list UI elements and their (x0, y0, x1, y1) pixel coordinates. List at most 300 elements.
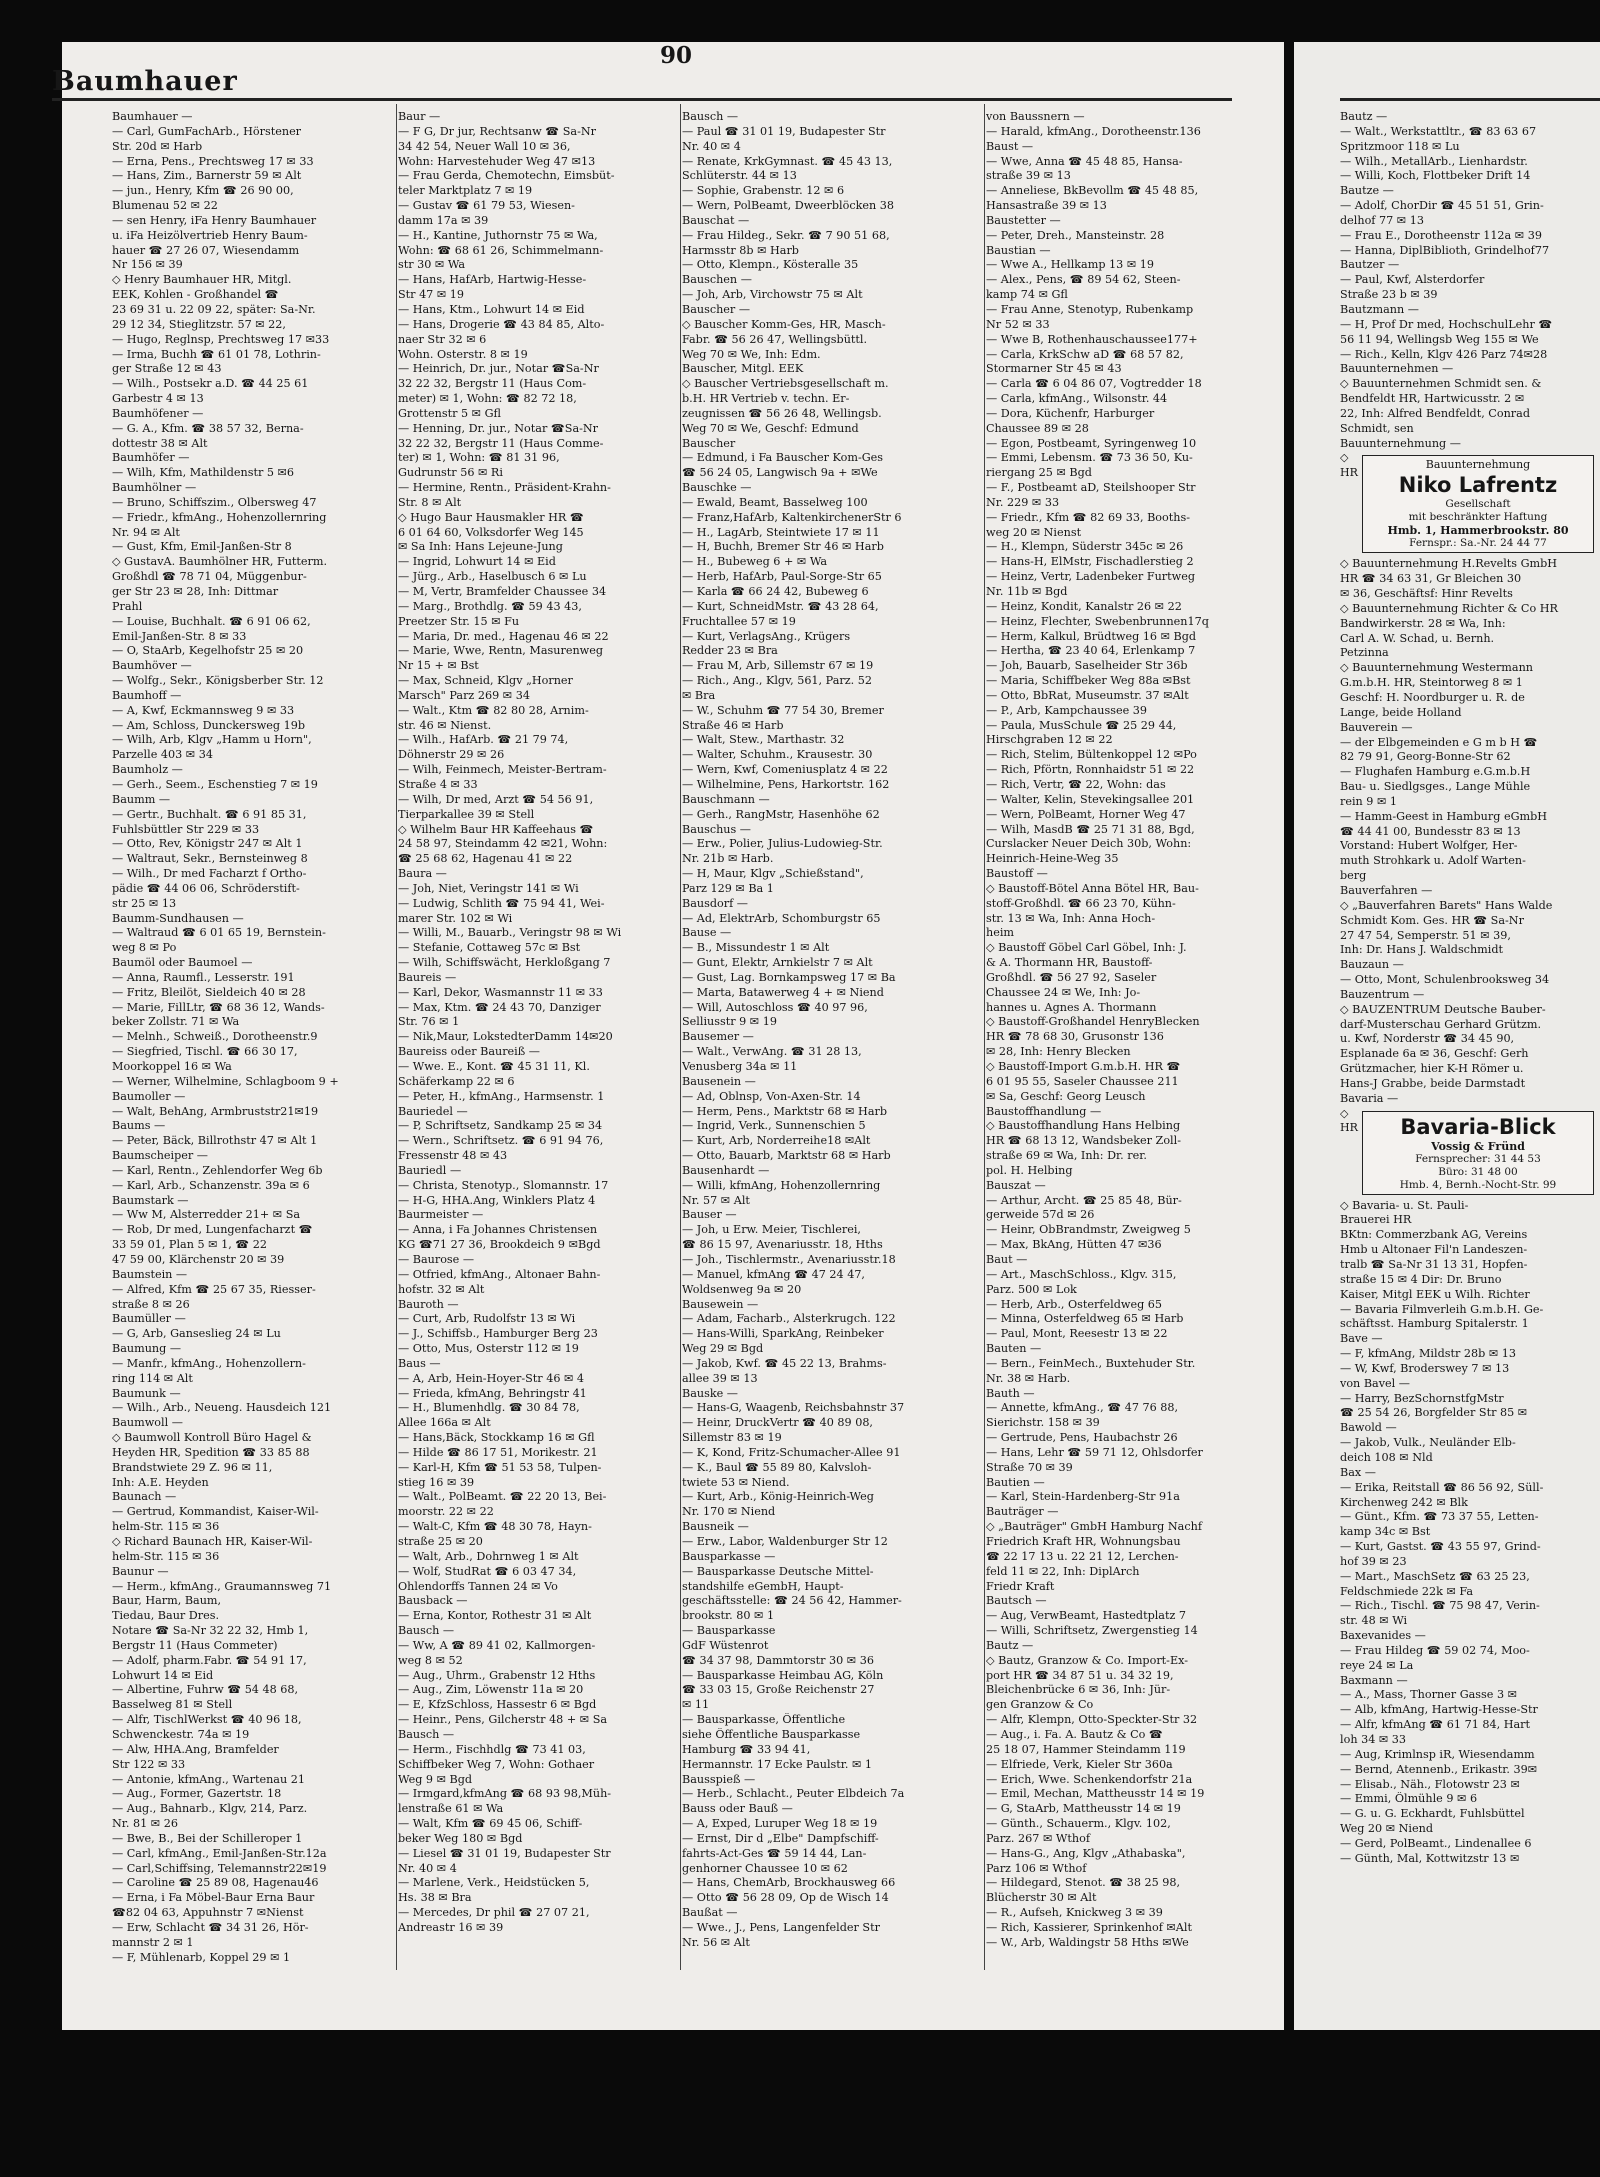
directory-entry: — Fritz, Bleilöt, Sieldeich 40 ✉ 28 (112, 985, 306, 999)
ad-company-name: Niko Lafrentz (1398, 473, 1558, 498)
directory-entry: — Wilh., HafArb. ☎ 21 79 74, (398, 733, 569, 747)
directory-entry: Bauträger — (986, 1505, 1059, 1519)
directory-entry: ✉ Bra (682, 688, 716, 702)
directory-entry: — Otto ☎ 56 28 09, Op de Wisch 14 (682, 1891, 889, 1905)
directory-entry: — Manuel, kfmAng ☎ 47 24 47, (682, 1267, 865, 1281)
directory-entry: Bautz — (986, 1638, 1034, 1652)
directory-entry: — Otto, Bauarb, Marktstr 68 ✉ Harb (682, 1149, 891, 1163)
directory-entry: Fuhlsbüttler Str 229 ✉ 33 (112, 822, 260, 836)
directory-entry: — Walt, Kfm ☎ 69 45 06, Schiff- (398, 1817, 583, 1831)
directory-entry: Preetzer Str. 15 ✉ Fu (398, 614, 520, 628)
directory-entry: — Heinz, Flechter, Swebenbrunnen17q (986, 614, 1209, 628)
directory-entry: — Albertine, Fuhrw ☎ 54 48 68, (112, 1683, 299, 1697)
directory-entry: — Alex., Pens, ☎ 89 54 62, Steen- (986, 273, 1181, 287)
directory-entry: Emil-Janßen-Str. 8 ✉ 33 (112, 629, 247, 643)
directory-entry: — Werner, Wilhelmine, Schlagboom 9 + (112, 1074, 339, 1088)
directory-entry: Bau- u. Siedlgsges., Lange Mühle (1340, 780, 1531, 794)
directory-entry: pädie ☎ 44 06 06, Schröderstift- (112, 881, 300, 895)
directory-entry: Nr. 81 ✉ 26 (112, 1817, 178, 1831)
directory-entry: — Frau Anne, Stenotyp, Rubenkamp (986, 302, 1194, 316)
directory-entry: — Bern., FeinMech., Buxtehuder Str. (986, 1356, 1196, 1370)
directory-column-5 (1340, 110, 1598, 1970)
directory-entry: Bauske — (682, 1386, 738, 1400)
directory-entry: von Bavel — (1340, 1376, 1410, 1390)
directory-entry: — Joh, Bauarb, Saselheider Str 36b (986, 659, 1188, 673)
directory-entry: Spritzmoor 118 ✉ Lu (1340, 139, 1460, 153)
directory-entry: — R., Aufseh, Knickweg 3 ✉ 39 (986, 1906, 1163, 1920)
directory-entry: — Peter, H., kfmAng., Harmsenstr. 1 (398, 1089, 605, 1103)
directory-entry: Curslacker Neuer Deich 30b, Wohn: (986, 837, 1192, 851)
directory-entry: — G. u. G. Eckhardt, Fuhlsbüttel (1340, 1807, 1525, 1821)
directory-entry: — Aug., Zim, Löwenstr 11a ✉ 20 (398, 1683, 584, 1697)
directory-entry: — Aug., Uhrm., Grabenstr 12 Hths (398, 1668, 596, 1682)
directory-entry: Bauszat — (986, 1178, 1046, 1192)
directory-entry: — Willi, M., Bauarb., Veringstr 98 ✉ Wi (398, 926, 622, 940)
directory-entry: — Bausparkasse Heimbau AG, Köln (682, 1668, 884, 1682)
directory-entry: — Gerh., RangMstr, Hasenhöhe 62 (682, 807, 880, 821)
directory-entry: — Anneliese, BkBevollm ☎ 45 48 85, (986, 184, 1199, 198)
directory-entry: — Heinr, DruckVertr ☎ 40 89 08, (682, 1416, 873, 1430)
directory-entry: — Joh, Niet, Veringstr 141 ✉ Wi (398, 881, 579, 895)
directory-entry: Baumüller — (112, 1312, 186, 1326)
directory-entry: Woldsenweg 9a ✉ 20 (682, 1282, 802, 1296)
directory-entry: Andreastr 16 ✉ 39 (398, 1920, 504, 1934)
directory-entry: straße 15 ✉ 4 Dir: Dr. Bruno (1340, 1272, 1502, 1286)
directory-entry: — jun., Henry, Kfm ☎ 26 90 00, (112, 184, 294, 198)
directory-entry: Baxevanides — (1340, 1629, 1426, 1643)
directory-entry: Nr. 21b ✉ Harb. (682, 852, 774, 866)
directory-entry: — Peter, Dreh., Mansteinstr. 28 (986, 228, 1165, 242)
directory-entry: Döhnerstr 29 ✉ 26 (398, 748, 505, 762)
directory-entry: Bausewein — (682, 1297, 759, 1311)
directory-entry: Bausch — (398, 1727, 455, 1741)
directory-entry: Bauscher (682, 436, 736, 450)
directory-entry: Bendfeldt HR, Hartwicusstr. 2 ✉ (1340, 392, 1525, 406)
directory-entry: — Franz,HafArb, KaltenkirchenerStr 6 (682, 510, 902, 524)
directory-entry: — Edmund, i Fa Bauscher Kom-Ges (682, 451, 884, 465)
directory-entry: Bergstr 11 (Haus Commeter) (112, 1638, 278, 1652)
directory-entry: Bautze — (1340, 184, 1394, 198)
directory-entry: Bauschus — (682, 822, 751, 836)
directory-entry: — Marg., Brothdlg. ☎ 59 43 43, (398, 599, 582, 613)
directory-entry: — B., Missundestr 1 ✉ Alt (682, 941, 830, 955)
directory-entry: Baustoffhandlung — (986, 1104, 1102, 1118)
directory-entry: & A. Thormann HR, Baustoff- (986, 956, 1153, 970)
directory-entry: Heyden HR, Spedition ☎ 33 85 88 (112, 1445, 310, 1459)
directory-entry: — Ernst, Dir d „Elbe" Dampfschiff- (682, 1831, 879, 1845)
directory-entry: — Wilh, Kfm, Mathildenstr 5 ✉6 (112, 466, 295, 480)
directory-entry: Bauverfahren — (1340, 883, 1433, 897)
directory-entry: GdF Wüstenrot (682, 1638, 769, 1652)
directory-entry: — A, Kwf, Eckmannsweg 9 ✉ 33 (112, 703, 295, 717)
directory-entry: darf-Musterschau Gerhard Grützm. (1340, 1017, 1542, 1031)
directory-entry: — Bavaria Filmverleih G.m.b.H. Ge- (1340, 1302, 1544, 1316)
directory-entry: — Wilh, MasdB ☎ 25 71 31 88, Bgd, (986, 822, 1195, 836)
directory-entry: — Max, Schneid, Klgv „Horner (398, 674, 573, 688)
directory-entry: — Hans, Ktm., Lohwurt 14 ✉ Eid (398, 302, 585, 316)
directory-entry: Grützmacher, hier K-H Römer u. (1340, 1062, 1524, 1076)
directory-entry: — Carla, KrkSchw aD ☎ 68 57 82, (986, 347, 1184, 361)
directory-entry: — Harry, BezSchornstfgMstr (1340, 1391, 1504, 1405)
directory-entry: — Heinr, ObBrandmstr, Zweigweg 5 (986, 1223, 1191, 1237)
directory-entry: — Wwe B, Rothenhauschaussee177+ (986, 332, 1198, 346)
directory-entry: kamp 34c ✉ Bst (1340, 1525, 1431, 1539)
directory-entry: — Walt-C, Kfm ☎ 48 30 78, Hayn- (398, 1520, 592, 1534)
directory-entry: 24 58 97, Steindamm 42 ✉21, Wohn: (398, 837, 608, 851)
directory-entry: Bautien — (986, 1475, 1045, 1489)
directory-entry: — Karl, Dekor, Wasmannstr 11 ✉ 33 (398, 985, 603, 999)
directory-entry: Moorkoppel 16 ✉ Wa (112, 1060, 232, 1073)
directory-entry: — H, Maur, Klgv „Schießstand", (682, 867, 864, 881)
directory-entry: — Otto, BbRat, Museumstr. 37 ✉Alt (986, 688, 1189, 702)
directory-entry: Wohn. Osterstr. 8 ✉ 19 (398, 347, 528, 361)
directory-entry: — H-G, HHA.Ang, Winklers Platz 4 (398, 1193, 596, 1207)
directory-entry: ◇ Bauunternehmung H.Revelts GmbH (1340, 557, 1558, 571)
directory-entry: — Walt., VerwAng. ☎ 31 28 13, (682, 1045, 862, 1059)
directory-entry: — Bwe, B., Bei der Schilleroper 1 (112, 1831, 303, 1845)
directory-entry: meter) ✉ 1, Wohn: ☎ 82 72 18, (398, 392, 577, 406)
ad-label: Bauunternehmung (1425, 458, 1531, 472)
directory-entry: Schlüterstr. 44 ✉ 13 (682, 169, 797, 183)
directory-entry: — Waltraut, Sekr., Bernsteinweg 8 (112, 852, 308, 866)
directory-entry: stieg 16 ✉ 39 (398, 1475, 475, 1489)
directory-entry: Fabr. ☎ 56 26 47, Wellingsbüttl. (682, 332, 868, 346)
directory-entry: weg 8 ✉ 52 (398, 1653, 463, 1667)
directory-entry: schäftsst. Hamburg Spitalerstr. 1 (1340, 1317, 1529, 1331)
directory-entry: ◇ „Bauverfahren Barets" Hans Walde (1340, 898, 1553, 912)
directory-entry: Parz. 500 ✉ Lok (986, 1282, 1077, 1296)
directory-entry: Großhdl ☎ 78 71 04, Müggenbur- (112, 570, 307, 584)
directory-entry: Baumoller — (112, 1089, 186, 1103)
directory-entry: — A., Mass, Thorner Gasse 3 ✉ (1340, 1688, 1518, 1702)
ad-company-name: Bavaria-Blick (1400, 1114, 1556, 1139)
directory-entry: ◇ Baustoff-Import G.m.b.H. HR ☎ (986, 1060, 1181, 1073)
directory-entry: — H., Blumenhdlg. ☎ 30 84 78, (398, 1401, 580, 1415)
directory-entry: Nr. 170 ✉ Niend (682, 1505, 776, 1519)
directory-entry: — G. A., Kfm. ☎ 38 57 32, Berna- (112, 421, 304, 435)
directory-entry: mannstr 2 ✉ 1 (112, 1935, 194, 1949)
directory-entry: Redder 23 ✉ Bra (682, 644, 778, 658)
directory-entry: — Mercedes, Dr phil ☎ 27 07 21, (398, 1906, 590, 1920)
directory-entry: str. 48 ✉ Wi (1340, 1614, 1408, 1628)
directory-entry: — Max, BkAng, Hütten 47 ✉36 (986, 1238, 1162, 1252)
directory-entry: — Sophie, Grabenstr. 12 ✉ 6 (682, 184, 845, 198)
directory-entry: — Wilh, Arb, Klgv „Hamm u Horn", (112, 733, 312, 747)
directory-entry: — Herb, HafArb, Paul-Sorge-Str 65 (682, 570, 882, 584)
directory-entry: — Siegfried, Tischl. ☎ 66 30 17, (112, 1045, 298, 1059)
directory-entry: Lohwurt 14 ✉ Eid (112, 1668, 214, 1682)
directory-entry: Bauunternehmen — (1340, 362, 1454, 376)
directory-entry: — Elfriede, Verk, Kieler Str 360a (986, 1757, 1173, 1771)
directory-entry: — Otto, Klempn., Kösteralle 35 (682, 258, 859, 272)
directory-entry: gerweide 57d ✉ 26 (986, 1208, 1095, 1222)
directory-entry: Baumscheiper — (112, 1149, 208, 1163)
directory-entry: — Marta, Batawerweg 4 + ✉ Niend (682, 985, 884, 999)
directory-entry: Geschf: H. Noordburger u. R. de (1340, 691, 1525, 704)
directory-entry: straße 39 ✉ 13 (986, 169, 1071, 183)
directory-entry: — Otto, Mont, Schulenbrooksweg 34 (1340, 973, 1550, 987)
directory-entry: — Max, Ktm. ☎ 24 43 70, Danziger (398, 1000, 601, 1014)
directory-entry: Selliusstr 9 ✉ 19 (682, 1015, 777, 1029)
directory-entry: — W., Arb, Waldingstr 58 Hths ✉We (986, 1935, 1189, 1949)
directory-entry: ✉ 36, Geschäftsf: Hinr Revelts (1340, 587, 1513, 601)
directory-entry: 32 22 32, Bergstr 11 (Haus Com- (398, 377, 587, 391)
directory-entry: — Walt, BehAng, Armbruststr21✉19 (112, 1104, 319, 1118)
directory-entry: Fruchtallee 57 ✉ 19 (682, 614, 796, 628)
directory-entry: — Karl, Stein-Hardenberg-Str 91a (986, 1490, 1180, 1504)
column-divider (984, 104, 985, 1970)
directory-entry: — Carl,Schiffsing, Telemannstr22✉19 (112, 1861, 327, 1875)
directory-entry: — Irmgard,kfmAng ☎ 68 93 98,Müh- (398, 1787, 612, 1801)
directory-entry: — Alfr, TischlWerkst ☎ 40 96 18, (112, 1713, 302, 1727)
directory-entry: Bave — (1340, 1332, 1383, 1346)
directory-entry: ring 114 ✉ Alt (112, 1371, 193, 1385)
directory-entry: — Paula, MusSchule ☎ 25 29 44, (986, 718, 1177, 732)
directory-entry: helm-Str. 115 ✉ 36 (112, 1549, 220, 1563)
directory-entry: — Gust, Kfm, Emil-Janßen-Str 8 (112, 540, 292, 554)
page-number: 90 (660, 42, 693, 69)
directory-entry: Bauriedl — (398, 1163, 462, 1177)
directory-entry: reye 24 ✉ La (1340, 1658, 1414, 1672)
directory-entry: — Herm, Pens., Marktstr 68 ✉ Harb (682, 1104, 887, 1118)
directory-entry: Baumstein — (112, 1267, 188, 1281)
directory-entry: — Frau Gerda, Chemotechn, Eimsbüt- (398, 169, 615, 183)
directory-entry: — Joh, Arb, Virchowstr 75 ✉ Alt (682, 288, 863, 302)
directory-entry: — Günt., Kfm. ☎ 73 37 55, Letten- (1340, 1510, 1539, 1524)
directory-entry: — Wern, PolBeamt, Dweerblöcken 38 (682, 199, 895, 213)
directory-entry: — Walt, Stew., Marthastr. 32 (682, 733, 845, 747)
directory-entry: Nr. 57 ✉ Alt (682, 1193, 750, 1207)
directory-entry: hofstr. 32 ✉ Alt (398, 1282, 485, 1296)
directory-entry: ✉ Sa Inh: Hans Lejeune-Jung (398, 540, 563, 554)
directory-entry: — Frau M, Arb, Sillemstr 67 ✉ 19 (682, 659, 874, 673)
directory-entry: 47 59 00, Klärchenstr 20 ✉ 39 (112, 1252, 285, 1266)
directory-entry: delhof 77 ✉ 13 (1340, 213, 1424, 227)
directory-entry: — Hans,Bäck, Stockkamp 16 ✉ Gfl (398, 1431, 595, 1445)
directory-entry: — Art., MaschSchloss., Klgv. 315, (986, 1267, 1177, 1281)
directory-entry: Vorstand: Hubert Wolfger, Her- (1340, 839, 1518, 853)
directory-entry: Großhdl. ☎ 56 27 92, Saseler (986, 970, 1157, 984)
directory-entry: Harmsstr 8b ✉ Harb (682, 243, 799, 257)
directory-entry: Baus — (398, 1356, 441, 1370)
directory-entry: b.H. HR Vertrieb v. techn. Er- (682, 392, 850, 406)
directory-entry: — Wwe A., Hellkamp 13 ✉ 19 (986, 258, 1155, 272)
directory-entry: — Paul, Kwf, Alsterdorfer (1340, 273, 1485, 287)
directory-entry: — Walt., PolBeamt. ☎ 22 20 13, Bei- (398, 1490, 607, 1504)
directory-entry: — Wilh, Feinmech, Meister-Bertram- (398, 763, 607, 777)
directory-entry: — Herm, Kalkul, Brüdtweg 16 ✉ Bgd (986, 629, 1197, 643)
directory-entry: Bauss oder Bauß — (682, 1802, 793, 1816)
header-rule (52, 98, 1232, 101)
directory-entry: Hans-J Grabbe, beide Darmstadt (1340, 1076, 1526, 1090)
directory-entry: naer Str 32 ✉ 6 (398, 332, 487, 346)
directory-entry: G.m.b.H. HR, Steintorweg 8 ✉ 1 (1340, 676, 1523, 690)
directory-entry: — Erich, Wwe. Schenkendorfstr 21a (986, 1772, 1193, 1786)
directory-entry: — Wilhelmine, Pens, Harkortstr. 162 (682, 777, 890, 791)
directory-entry: Parz. 267 ✉ Wthof (986, 1831, 1090, 1845)
directory-entry: riergang 25 ✉ Bgd (986, 466, 1092, 480)
ad-line: Vossig & Fründ (1431, 1139, 1525, 1153)
directory-entry: Feldschmiede 22k ✉ Fa (1340, 1584, 1474, 1598)
directory-entry: Weg 70 ✉ We, Inh: Edm. (682, 347, 821, 361)
directory-entry: Hamburg ☎ 33 94 41, (682, 1742, 811, 1756)
directory-entry: — K, Kond, Fritz-Schumacher-Allee 91 (682, 1445, 901, 1459)
ad-line: Gesellschaft (1445, 498, 1511, 511)
directory-entry: — Paul ☎ 31 01 19, Budapester Str (682, 124, 886, 138)
directory-entry: — A, Arb, Hein-Hoyer-Str 46 ✉ 4 (398, 1371, 585, 1385)
directory-entry: — Anna, Raumfl., Lesserstr. 191 (112, 970, 295, 984)
directory-entry: Marsch" Parz 269 ✉ 34 (398, 688, 530, 702)
directory-entry: ◇ Bauscher Komm-Ges, HR, Masch- (682, 317, 886, 331)
directory-entry: — Bausparkasse (682, 1624, 776, 1638)
directory-entry: — Am, Schloss, Dunckersweg 19b (112, 718, 306, 732)
directory-entry: — Wwe. E., Kont. ☎ 45 31 11, Kl. (398, 1060, 590, 1073)
directory-entry: 32 22 32, Bergstr 11 (Haus Comme- (398, 436, 604, 450)
directory-entry: Bautzer — (1340, 258, 1400, 272)
directory-entry: pol. H. Helbing (986, 1163, 1073, 1177)
directory-entry: Baumwoll — (112, 1416, 183, 1430)
directory-entry: — Ingrid, Verk., Sunnenschien 5 (682, 1119, 866, 1133)
directory-entry: — Joh, u Erw. Meier, Tischlerei, (682, 1223, 861, 1237)
directory-entry: — Melnh., Schweiß., Dorotheenstr.9 (112, 1030, 318, 1044)
directory-entry: Bavaria — (1340, 1091, 1399, 1105)
directory-entry: Nr. 40 ✉ 4 (398, 1861, 457, 1875)
directory-entry: Schmidt, sen (1340, 421, 1414, 435)
directory-entry: — Hans-H, ElMstr, Fischadlerstieg 2 (986, 555, 1194, 569)
directory-entry: — Bernd, Atennenb., Erikastr. 39✉ (1340, 1762, 1538, 1776)
directory-entry: — H., Klempn, Süderstr 345c ✉ 26 (986, 540, 1184, 554)
directory-entry: — Karl-H, Kfm ☎ 51 53 58, Tulpen- (398, 1460, 602, 1474)
directory-entry: — Erna, Pens., Prechtsweg 17 ✉ 33 (112, 154, 314, 168)
directory-entry: Baut — (986, 1252, 1028, 1266)
directory-entry: Notare ☎ Sa-Nr 32 22 32, Hmb 1, (112, 1624, 309, 1638)
directory-entry: — Aug., Former, Gazertstr. 18 (112, 1787, 282, 1801)
directory-entry: str. 46 ✉ Nienst. (398, 718, 492, 732)
directory-entry: Bauzentrum — (1340, 987, 1425, 1001)
directory-entry: Bautz — (1340, 110, 1388, 123)
directory-entry: straße 25 ✉ 20 (398, 1535, 483, 1548)
directory-entry: — Hamm-Geest in Hamburg eGmbH (1340, 809, 1548, 823)
directory-entry: — Wilh., Dr med Facharzt f Ortho- (112, 867, 307, 881)
directory-entry: — Wwe., J., Pens, Langenfelder Str (682, 1920, 880, 1934)
directory-entry: — G, Arb, Ganseslieg 24 ✉ Lu (112, 1327, 281, 1341)
column-divider (680, 104, 681, 1970)
directory-entry: — Ww, A ☎ 89 41 02, Kallmorgen- (398, 1638, 596, 1652)
directory-entry: Kirchenweg 242 ✉ Blk (1340, 1495, 1468, 1509)
directory-entry: — Carla ☎ 6 04 86 07, Vogtredder 18 (986, 377, 1202, 391)
directory-entry: Baur, Harm, Baum, (112, 1594, 222, 1608)
directory-entry: — Alfred, Kfm ☎ 25 67 35, Riesser- (112, 1282, 316, 1296)
directory-entry: — Peter, Bäck, Billrothstr 47 ✉ Alt 1 (112, 1134, 318, 1148)
directory-entry: — Erika, Reitstall ☎ 86 56 92, Süll- (1340, 1480, 1544, 1494)
directory-entry: Bautsch — (986, 1594, 1047, 1608)
directory-entry: — Alb, kfmAng, Hartwig-Hesse-Str (1340, 1703, 1538, 1717)
directory-entry: — W, Kwf, Broderswey 7 ✉ 13 (1340, 1361, 1510, 1375)
ad-phone: Fernsprecher: 31 44 53 (1415, 1152, 1541, 1165)
directory-entry: — Walt., Ktm ☎ 82 80 28, Arnim- (398, 703, 589, 717)
directory-column-4 (986, 110, 1270, 1970)
directory-entry: hannes u. Agnes A. Thormann (986, 1000, 1157, 1014)
directory-entry: — Emmi, Ölmühle 9 ✉ 6 (1340, 1792, 1478, 1806)
directory-entry: Parzelle 403 ✉ 34 (112, 748, 213, 762)
directory-entry: Baureis — (398, 970, 457, 984)
ad-tag: ◇ HR (1340, 451, 1358, 480)
directory-entry: Venusberg 34a ✉ 11 (682, 1060, 798, 1073)
directory-entry: ☎ 25 54 26, Borgfelder Str 85 ✉ (1340, 1406, 1528, 1420)
directory-entry: Bausspieß — (682, 1772, 756, 1786)
directory-entry: — Louise, Buchhalt. ☎ 6 91 06 62, (112, 614, 311, 628)
ad-line: mit beschränkter Haftung (1408, 511, 1548, 524)
directory-entry: damm 17a ✉ 39 (398, 213, 489, 227)
directory-entry: lenstraße 61 ✉ Wa (398, 1802, 504, 1816)
directory-entry: — K., Baul ☎ 55 89 80, Kalvsloh- (682, 1460, 872, 1474)
directory-entry: — Frau E., Dorotheenstr 112a ✉ 39 (1340, 228, 1542, 242)
directory-entry: Wohn: ☎ 68 61 26, Schimmelmann- (398, 243, 604, 257)
directory-entry: — F., Postbeamt aD, Steilshooper Str (986, 481, 1196, 495)
directory-entry: — E, KfzSchloss, Hassestr 6 ✉ Bgd (398, 1698, 597, 1712)
directory-entry: Wohn: Harvestehuder Weg 47 ✉13 (398, 154, 596, 168)
directory-entry: — Aug., i. Fa. A. Bautz & Co ☎ (986, 1727, 1163, 1741)
directory-entry: Schäferkamp 22 ✉ 6 (398, 1074, 515, 1088)
directory-entry: — H, Prof Dr med, HochschulLehr ☎ (1340, 317, 1553, 331)
directory-entry: Bax — (1340, 1465, 1376, 1479)
directory-entry: — Kurt, Gastst. ☎ 43 55 97, Grind- (1340, 1540, 1541, 1554)
directory-entry: — Hans, HafArb, Hartwig-Hesse- (398, 273, 587, 287)
directory-entry: — Herb., Schlacht., Peuter Elbdeich 7a (682, 1787, 905, 1801)
directory-entry: — Emil, Mechan, Mattheusstr 14 ✉ 19 (986, 1787, 1205, 1801)
directory-entry: — Alw, HHA.Ang, Bramfelder (112, 1742, 279, 1756)
directory-entry: — Karl, Arb., Schanzenstr. 39a ✉ 6 (112, 1178, 310, 1192)
directory-entry: — Wern, Kwf, Comeniusplatz 4 ✉ 22 (682, 763, 888, 777)
directory-entry: Baumm — (112, 792, 171, 806)
directory-entry: — Karl, Rentn., Zehlendorfer Weg 6b (112, 1163, 323, 1177)
directory-entry: — F G, Dr jur, Rechtsanw ☎ Sa-Nr (398, 124, 596, 138)
directory-entry: — Erna, i Fa Möbel-Baur Erna Baur (112, 1891, 315, 1905)
directory-entry: Nr. 38 ✉ Harb. (986, 1371, 1071, 1385)
directory-entry: Bauzaun — (1340, 958, 1404, 972)
directory-entry: — H., Bubeweg 6 + ✉ Wa (682, 555, 828, 569)
directory-entry: ☎ 44 41 00, Bundesstr 83 ✉ 13 (1340, 824, 1521, 838)
directory-entry: — Heinr., Pens, Gilcherstr 48 + ✉ Sa (398, 1713, 608, 1727)
directory-entry: Bautzmann — (1340, 302, 1419, 316)
directory-entry: — H., Kantine, Juthornstr 75 ✉ Wa, (398, 228, 598, 242)
ad-address: Hmb. 4, Bernh.-Nocht-Str. 99 (1399, 1178, 1557, 1191)
directory-entry: beker Weg 180 ✉ Bgd (398, 1831, 523, 1845)
directory-entry: — Frieda, kfmAng, Behringstr 41 (398, 1386, 587, 1400)
directory-entry: Petzinna (1340, 646, 1389, 660)
directory-entry: — sen Henry, iFa Henry Baumhauer (112, 213, 317, 227)
directory-entry: — Gerh., Seem., Eschenstieg 7 ✉ 19 (112, 777, 318, 791)
directory-entry: Brauerei HR (1340, 1213, 1412, 1227)
directory-entry: Gudrunstr 56 ✉ Ri (398, 466, 503, 480)
directory-entry: ◇ Hugo Baur Hausmakler HR ☎ (398, 510, 584, 524)
directory-entry: 22, Inh: Alfred Bendfeldt, Conrad (1340, 406, 1530, 420)
directory-entry: — Wern, PolBeamt, Horner Weg 47 (986, 807, 1186, 821)
directory-entry: Hmb u Altonaer Fil'n Landeszen- (1340, 1243, 1528, 1257)
directory-entry: — Jakob, Vulk., Neuländer Elb- (1340, 1436, 1516, 1450)
directory-entry: Sierichstr. 158 ✉ 39 (986, 1416, 1100, 1430)
directory-entry: Nr. 56 ✉ Alt (682, 1935, 750, 1949)
directory-entry: — H, Buchh, Bremer Str 46 ✉ Harb (682, 540, 884, 554)
directory-entry: — Herb, Arb., Osterfeldweg 65 (986, 1297, 1163, 1311)
directory-entry: — Adolf, ChorDir ☎ 45 51 51, Grin- (1340, 199, 1544, 213)
directory-entry: Esplanade 6a ✉ 36, Geschf: Gerh (1340, 1047, 1529, 1061)
directory-entry: Baums — (112, 1119, 166, 1133)
column-divider (396, 104, 397, 1970)
directory-entry: Baumhölner — (112, 481, 197, 495)
directory-entry: — Bruno, Schiffszim., Olbersweg 47 (112, 495, 317, 509)
directory-entry: 82 79 91, Georg-Bonne-Str 62 (1340, 750, 1511, 764)
